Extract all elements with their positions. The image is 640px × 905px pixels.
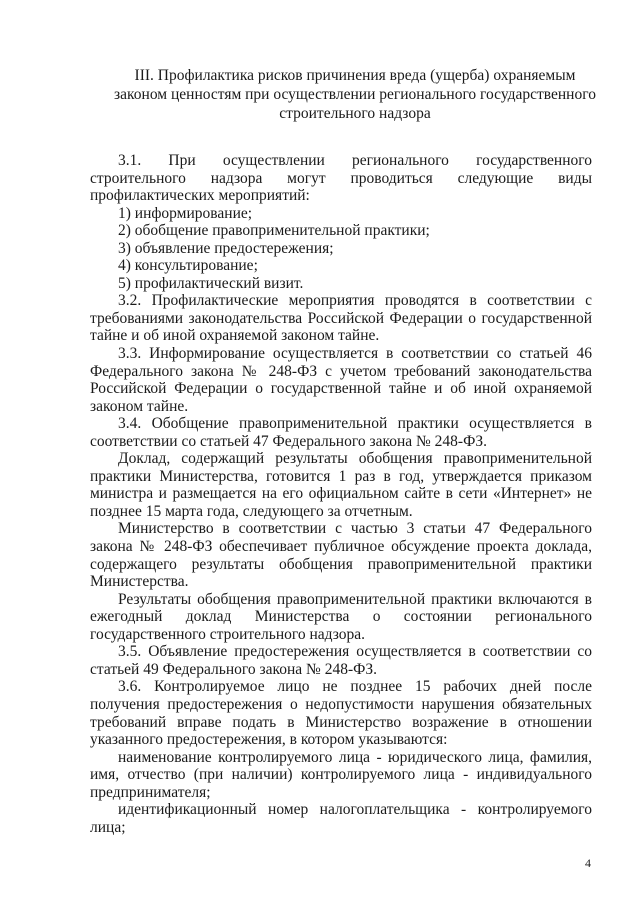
paragraph-3-5: 3.5. Объявление предостережения осуществляется в соответствии со статьей 49 Федерального закона № 248-ФЗ. bbox=[90, 643, 592, 678]
paragraph-3-2: 3.2. Профилактические мероприятия проводятся в соответствии с требованиями законодательства Российской Федерации о государственной тайне и об иной охраняемой законом тайне. bbox=[90, 292, 592, 345]
paragraph-results: Результаты обобщения правоприменительной практики включаются в ежегодный доклад Министерства о состоянии регионального государственного строительного надзора. bbox=[90, 590, 592, 643]
document-body bbox=[90, 152, 592, 836]
list-item: 4) консультирование; bbox=[118, 257, 258, 275]
paragraph-3-3: 3.3. Информирование осуществляется в соответствии со статьей 46 Федерального закона № 248-ФЗ с учетом требований законодательства Российской Федерации о государственной тайне и об иной охраняемой законом тайне. bbox=[90, 345, 592, 415]
paragraph-report: Доклад, содержащий результаты обобщения правоприменительной практики Министерства, готовится 1 раз в год, утверждается приказом министра и размещается на его официальном сайте в сети «Интернет» не позднее 15 марта года, следующего за отчетным. bbox=[90, 450, 592, 520]
paragraph-3-4: 3.4. Обобщение правоприменительной практики осуществляется в соответствии со статьей 47 Федерального закона № 248-ФЗ. bbox=[90, 415, 592, 450]
paragraph-name: наименование контролируемого лица - юридического лица, фамилия, имя, отчество (при наличии) контролируемого лица - индивидуального предпринимателя; bbox=[90, 748, 592, 801]
paragraph-3-1: 3.1. При осуществлении регионального государственного строительного надзора могут проводиться следующие виды профилактических мероприятий: bbox=[90, 152, 592, 205]
page-number: 4 bbox=[585, 856, 591, 870]
section-heading: III. Профилактика рисков причинения вреда (ущерба) охраняемым законом ценностям при осуществлении регионального государственного строительного надзора bbox=[114, 67, 596, 122]
list-item: 1) информирование; bbox=[118, 204, 253, 222]
paragraph-3-6: 3.6. Контролируемое лицо не позднее 15 рабочих дней после получения предостережения о недопустимости нарушения обязательных требований вправе подать в Министерство возражение в отношении указанного предостережения, в котором указываются: bbox=[90, 678, 592, 749]
list-item: 2) обобщение правоприменительной практики; bbox=[118, 222, 430, 240]
paragraph-public-discussion: Министерство в соответствии с частью 3 статьи 47 Федерального закона № 248-ФЗ обеспечивает публичное обсуждение проекта доклада, содержащего результаты обобщения правоприменительной практики Министерства. bbox=[90, 520, 592, 591]
list-item: 5) профилактический визит. bbox=[118, 274, 304, 292]
list-item: 3) объявление предостережения; bbox=[118, 239, 334, 257]
paragraph-inn: идентификационный номер налогоплательщика - контролируемого лица; bbox=[90, 801, 592, 836]
